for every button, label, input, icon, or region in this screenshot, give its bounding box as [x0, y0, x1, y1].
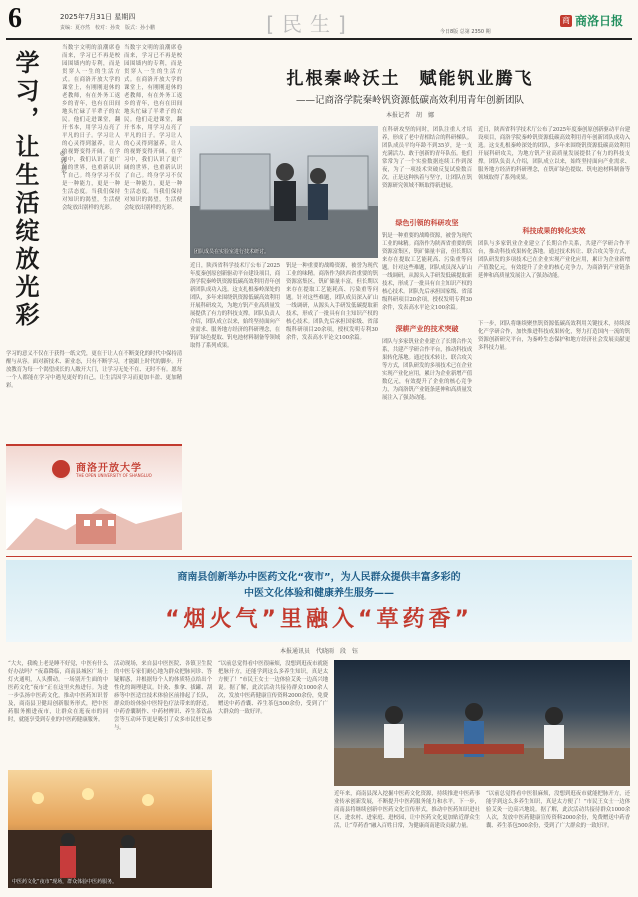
- article1-col4-text-b: 团队与多家钒业企业建立了长期合作关系，共建产学研合作平台，推动科技成果转化落地。通过技术转让、联合攻关等方式，团队研发的多项技术已在企业实现产业化应用，累计为企业新增产值数亿元，有效提升了企业的核心竞争力，为商洛钒产业链条延伸和高质量发展注入了强劲动能。: [478, 241, 630, 279]
- brand-logo: [560, 12, 623, 29]
- article1-col1: 近日，陕西省科学技术厅公布了2025年度秦创原创新驱动平台建设项目，商洛学院秦岭钒资源低碳高效利用青年创新团队成功入选。这支扎根秦岭深处的团队，多年来围绕钒资源低碳高效利用开展科研攻关，为地方钒产业高质量发展提供了有力的科技支撑。团队负责人介绍，团队成立以来，始终坚持面向产业需求、服务地方经济的科研理念，在钒矿绿色提取、钒电池材料制备等领域取得了系列成果。: [190, 263, 280, 349]
- article1-col4-text-c: 下一步，团队将继续聚焦钒资源低碳高效利用关键技术，持续深化产学研合作，加快推进科技成果转化，努力打造国内一流的钒资源创新研究平台，为秦岭生态保护和地方经济社会发展贡献更多科技力量。: [478, 321, 630, 351]
- article2-col1: “大夫，我晚上老是睡不好觉，中医有什么好办法吗？”夜幕降临，商南县城区广场上灯火通明，人头攒动。一场别开生面的中医药文化“夜市”正在这里火热进行。为进一步弘扬中医药文化，推动中医药知识普及，商南县卫健局创新服务形式，把中医药服务搬进夜市，让群众在逛夜市的同时，就能享受到专业的中医药健康服务。: [8, 661, 108, 723]
- article2-col4: 近年来，商南县深入挖掘中医药文化资源，持续推进中医药事业传承创新发展，不断提升中医药服务能力和水平。下一步，商南县将继续创新中医药文化宣传形式，推动中医药知识进社区、进农村、进家庭、进校园，让中医药文化更加贴近群众生活，让“草药香”融入百姓日常，为健康商南建设贡献力量。: [334, 791, 480, 829]
- article1-photo: [190, 126, 378, 258]
- issue-info: [440, 28, 491, 35]
- article1-col3-text-a: 在科研攻坚的同时，团队注重人才培养，形成了老中青相结合的科研梯队。团队成员平均年龄不到35岁，是一支充满活力、敢于创新的青年队伍。他们常常为了一个实验数据连续工作到深夜，为了一项技术突破反复试验数百次。正是这种执着与坚守，让团队在钒资源研究领域不断取得新进展。: [382, 127, 472, 189]
- article1-col4-text-a: 近日，陕西省科学技术厅公布了2025年度秦创原创新驱动平台建设项目，商洛学院秦岭钒资源低碳高效利用青年创新团队成功入选。这支扎根秦岭深处的团队，多年来围绕钒资源低碳高效利用开展科研攻关，为地方钒产业高质量发展提供了有力的科技支撑。团队负责人介绍，团队成立以来，始终坚持面向产业需求、服务地方经济的科研理念，在钒矿绿色提取、钒电池材料制备等领域取得了系列成果。: [478, 127, 630, 181]
- article1-photo-caption: 团队成员在实验室进行技术研讨。: [194, 249, 270, 255]
- article2-byline: 本报通讯员 代晓雨 段 钰: [279, 648, 358, 655]
- campus-illustration: [6, 490, 182, 550]
- header-rule: [6, 38, 632, 40]
- article1-title: 扎根秦岭沃土 赋能钒业腾飞: [286, 69, 534, 89]
- article1-subhead-3: 科技成果的转化实效: [522, 227, 586, 235]
- essay-body-b: 当数字文明的浪潮席卷而来，学习已不再是校园围墙内的专利，而是贯穿人一生的生活方式。在商洛开放大学的课堂上，有刚刚退休的老教师，有在外务工返乡的青年，也有在田间地头忙碌了半辈子的农民。他们走进课堂，翻开书本，用学习点亮了平凡的日子。学习让人的心灵得到滋养，让人的视野变得开阔。在学习中，我们认识了更广阔的世界，也重新认识了自己。终身学习不仅是一种能力，更是一种生活态度。当我们保持对知识的渴望，生活便会绽放出别样的光彩。: [124, 45, 182, 211]
- issue-count: 今日8版: [440, 29, 459, 35]
- article1-byline: 本报记者 胡 娜: [385, 112, 434, 119]
- section-divider: [6, 556, 632, 557]
- article1-col4: [478, 126, 630, 411]
- article1-subhead-2: 深耕产业的技术突破: [395, 325, 459, 333]
- article2-photo-large: [334, 660, 630, 786]
- article1-col3: [382, 126, 472, 411]
- editor-line: 责编：夏亦然 校对：孙贵 版式：孙小鹏: [60, 25, 156, 31]
- article2-col2: 活动现场，来自县中医医院、各镇卫生院的中医专家们耐心地为群众把脉问诊、答疑解惑，并根据每个人的体质特点给出个性化的调理建议。针灸、推拿、拔罐、刮痧等中医适宜技术体验区前排起了长队，群众纷纷体验中医特色疗法带来的舒适。中药香囊制作、中药材辨识、养生茶饮品尝等互动环节更是吸引了众多市民驻足参与。: [114, 661, 212, 731]
- article2-photo-small: [8, 770, 212, 888]
- university-name-en: THE OPEN UNIVERSITY OF SHANGLUO: [76, 473, 152, 478]
- article1-subtitle: ——记商洛学院秦岭钒资源低碳高效利用青年创新团队: [295, 95, 524, 106]
- consultation-scene: [334, 660, 630, 786]
- article2-title-line1: 商南县创新举办中医药文化“夜市”，为人民群众提供丰富多彩的: [177, 572, 461, 583]
- article2-title-line2: 中医文化体验和健康养生服务——: [244, 588, 394, 599]
- article1-col2: 钒是一种重要的战略资源，被誉为现代工业的味精。商洛作为陕西省重要的钒资源富集区，钒矿储量丰富，但长期以来存在提取工艺能耗高、污染重等问题。针对这些难题，团队成员深入矿山一线调研，从源头入手研发低碳提取新技术，形成了一批具有自主知识产权的核心技术。团队先后承担国家级、省部级科研项目20余项，授权发明专利30余件，发表高水平论文100余篇。: [286, 263, 378, 341]
- essay-author: ◎郭五平: [59, 150, 66, 175]
- article2-col3: “以前总觉得看中医很麻烦，没想到逛夜市就能把脉开方，还能学到这么多养生知识，真是太方便了！”市民王女士一边体验艾灸一边高兴地说。据了解，此次活动共接待群众1000余人次，发放中医药健康宣传资料2000余份，免费赠送中药香囊、养生茶包500余份，受到了广大群众的一致好评。: [218, 661, 328, 715]
- page-number: 6: [8, 3, 22, 34]
- article1-subhead-1: 绿色引领的科研攻坚: [395, 219, 459, 227]
- brand-name: 商洛日报: [575, 14, 624, 28]
- article1-col3-text-b: 钒是一种重要的战略资源，被誉为现代工业的味精。商洛作为陕西省重要的钒资源富集区，钒矿储量丰富，但长期以来存在提取工艺能耗高、污染重等问题。针对这些难题，团队成员深入矿山一线调研，从源头入手研发低碳提取新技术，形成了一批具有自主知识产权的核心技术。团队先后承担国家级、省部级科研项目20余项，授权发明专利30余件，发表高水平论文100余篇。: [382, 233, 472, 311]
- university-logo-icon: [50, 458, 72, 480]
- article2-banner: [6, 560, 632, 642]
- essay-body-c: 学习的意义不仅在于获得一纸文凭，更在于让人在不断变化的时代中保持清醒与从容。面对新技术、新业态，只有不断学习，才能跟上时代的脚步。开放教育为每一个渴望成长的人敞开大门，让学习无处不在、无时不有。愿每一个人都能在学习中遇见更好的自己，让生活因学习而更加丰盈、更加精彩。: [6, 351, 182, 389]
- essay-title: [10, 50, 58, 380]
- university-name: 商洛开放大学: [76, 463, 142, 474]
- section-name: 民生: [282, 12, 338, 36]
- section-label: [民生]: [266, 12, 354, 36]
- lab-scene-illustration: [190, 126, 378, 258]
- article2-col5: “以前总觉得看中医很麻烦，没想到逛夜市就能把脉开方，还能学到这么多养生知识，真是太方便了！”市民王女士一边体验艾灸一边高兴地说。据了解，此次活动共接待群众1000余人次，发放中医药健康宣传资料2000余份，免费赠送中药香囊、养生茶包500余份，受到了广大群众的一致好评。: [486, 791, 630, 829]
- essay-title-text: 学习，让生活绽放光彩: [11, 50, 40, 330]
- issue-number: 总第 2350 期: [459, 29, 491, 35]
- university-ad: [6, 444, 182, 550]
- brand-icon: 商: [562, 15, 570, 25]
- article1-col3-text-c: 团队与多家钒业企业建立了长期合作关系，共建产学研合作平台，推动科技成果转化落地。通过技术转让、联合攻关等方式，团队研发的多项技术已在企业实现产业化应用，累计为企业新增产值数亿元，有效提升了企业的核心竞争力，为商洛钒产业链条延伸和高质量发展注入了强劲动能。: [382, 339, 472, 401]
- article2-photo-caption: 中医药文化“夜市”现场，群众体验中医药服务。: [12, 879, 118, 885]
- night-market-scene: [8, 770, 212, 888]
- essay-body-a: 当数字文明的浪潮席卷而来，学习已不再是校园围墙内的专利，而是贯穿人一生的生活方式。在商洛开放大学的课堂上，有刚刚退休的老教师，有在外务工返乡的青年，也有在田间地头忙碌了半辈子的农民。他们走进课堂，翻开书本，用学习点亮了平凡的日子。学习让人的心灵得到滋养，让人的视野变得开阔。在学习中，我们认识了更广阔的世界，也重新认识了自己。终身学习不仅是一种能力，更是一种生活态度。当我们保持对知识的渴望，生活便会绽放出别样的光彩。: [62, 45, 120, 211]
- date-line: 2025年7月31日 星期四: [60, 13, 136, 21]
- article2-main-title: “烟火气”里融入“草药香”: [165, 607, 473, 632]
